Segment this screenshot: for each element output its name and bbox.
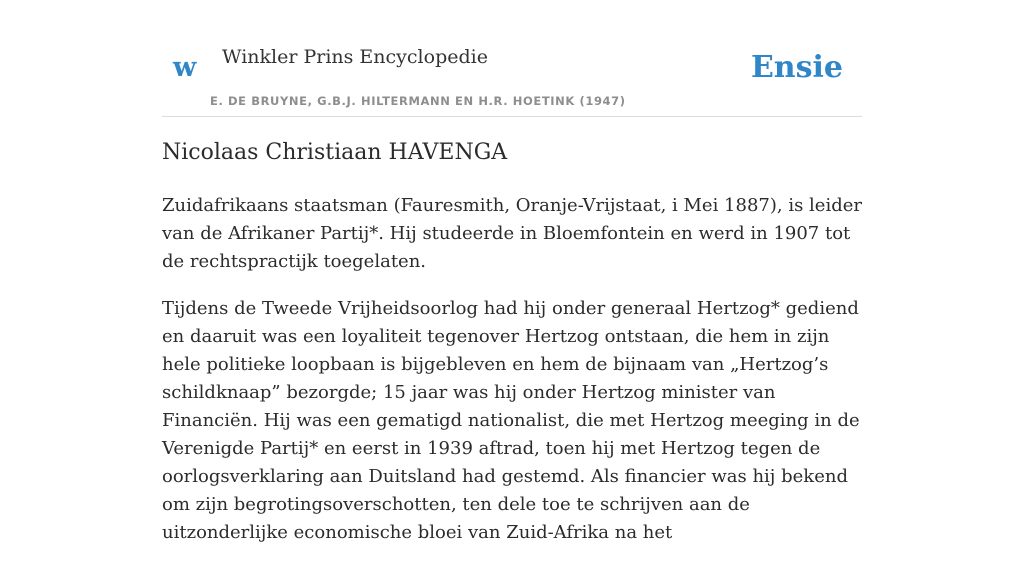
site-header	[162, 40, 862, 117]
ensie-brand-link[interactable]: Ensie	[750, 50, 843, 85]
article-title: Nicolaas Christiaan HAVENGA	[162, 140, 508, 165]
article-paragraph-2: Tijdens de Tweede Vrijheidsoorlog had hij onder generaal Hertzog* gediend en daaruit was een loyaliteit tegenover Hertzog ontstaan, die hem in zijn hele politieke loopbaan is bijgebleven en hem de bijnaam van „Hertzog’s schildknaap” bezorgde; 15 jaar was hij onder Hertzog minister van Financiën. Hij was een gematigd nationalist, die met Hertzog meeging in de Verenigde Partij* en eerst in 1939 aftrad, toen hij met Hertzog tegen de oorlogsverklaring aan Duitsland had gestemd. Als financier was hij bekend om zijn begrotingsoverschotten, ten dele toe te schrijven aan de uitzonderlijke economische bloei van Zuid-Afrika na het	[162, 298, 860, 543]
article-paragraph-1: Zuidafrikaans staatsman (Fauresmith, Oranje-Vrijstaat, i Mei 1887), is leider van de Afrikaner Partij*. Hij studeerde in Bloemfontein en werd in 1907 tot de rechtspractijk toegelaten.	[162, 195, 862, 272]
article-body	[162, 192, 867, 566]
authors-line: E. DE BRUYNE, G.B.J. HILTERMANN EN H.R. HOETINK (1947)	[210, 94, 626, 108]
winkler-prins-logo[interactable]: w	[173, 52, 197, 83]
site-title[interactable]: Winkler Prins Encyclopedie	[222, 46, 488, 68]
